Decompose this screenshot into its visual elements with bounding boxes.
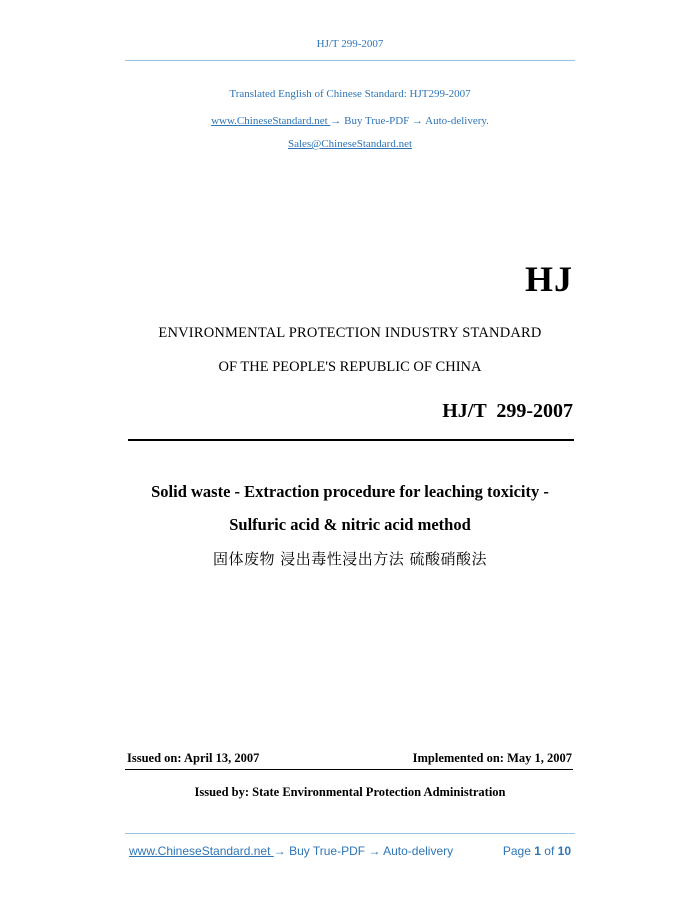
document-title-line1: Solid waste - Extraction procedure for leaching toxicity - (151, 482, 549, 501)
page-label: Page (502, 844, 531, 858)
footer-site-link[interactable]: www.ChineseStandard.net (129, 844, 274, 858)
document-title-line2: Sulfuric acid & nitric acid method (229, 515, 471, 534)
document-title-chinese: 固体废物 浸出毒性浸出方法 硫酸硝酸法 (212, 550, 488, 568)
header-divider (125, 60, 575, 61)
buy-text: → Buy True-PDF → Auto-delivery. (330, 115, 489, 127)
implemented-date: Implemented on: May 1, 2007 (412, 751, 572, 765)
page-indicator (503, 844, 571, 858)
header-links (0, 115, 700, 127)
code-divider (128, 439, 574, 441)
page-current: 1 (534, 844, 541, 858)
header-standard-code: HJ/T 299-2007 (316, 38, 384, 50)
issuing-authority: Issued by: State Environmental Protection Administration (194, 785, 506, 799)
page-of: of (544, 844, 555, 858)
translation-note: Translated English of Chinese Standard: HJT299-2007 (229, 88, 471, 100)
site-link[interactable]: www.ChineseStandard.net (211, 115, 331, 127)
standard-code: HJ/T 299-2007 (442, 400, 573, 422)
email-line (0, 138, 700, 150)
email-link[interactable]: Sales@ChineseStandard.net (287, 138, 413, 150)
date-divider (125, 769, 573, 770)
standard-title-line2: OF THE PEOPLE'S REPUBLIC OF CHINA (218, 359, 482, 375)
footer-buy-text: → Buy True-PDF → Auto-delivery (273, 844, 454, 858)
footer-links (129, 844, 453, 858)
page-total: 10 (557, 844, 571, 858)
issued-date: Issued on: April 13, 2007 (127, 751, 260, 765)
standard-mark: HJ (524, 259, 573, 299)
standard-title-line1: ENVIRONMENTAL PROTECTION INDUSTRY STANDARD (158, 325, 542, 341)
footer-divider (125, 833, 575, 834)
